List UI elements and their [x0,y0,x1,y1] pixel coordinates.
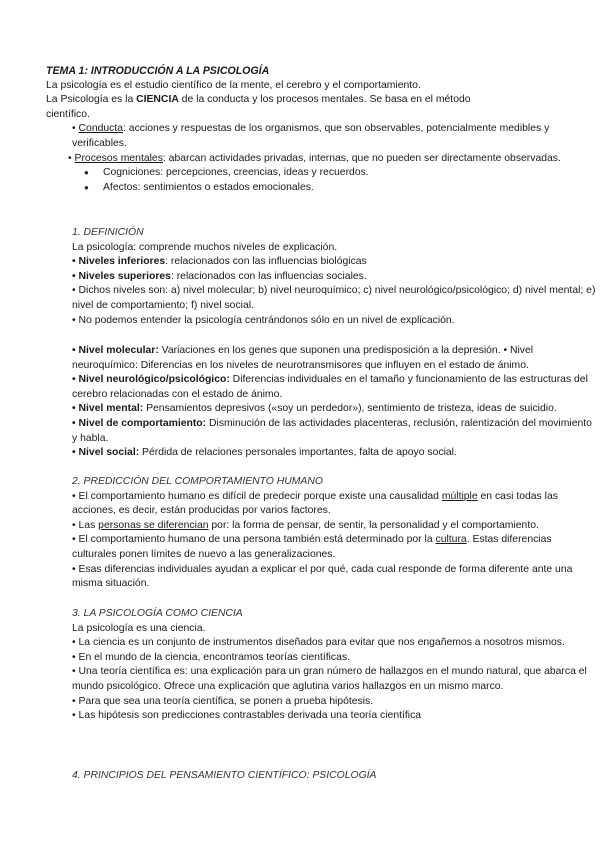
text-run: • El comportamiento humano es difícil de predecir porque existe una causalidad [72,490,442,502]
bold-term: • Nivel molecular: [72,345,159,356]
bold-term: • Nivel mental: [72,403,144,415]
bullet-conducta [46,122,596,151]
bold-term: • Nivel de comportamiento: [72,417,207,429]
underlined-term: Conducta [78,123,124,135]
paragraph: • La ciencia es un conjunto de instrumentos diseñados para evitar que nos engañemos a nosotros mismos. [72,637,565,649]
section-niveles [46,344,596,461]
paragraph: La psicología es una ciencia. [72,622,206,634]
bold-term: • Nivel social: [72,447,140,459]
section-definicion [46,226,596,328]
bold-term: • Niveles superiores [72,270,171,282]
text-run: : relacionados con las influencias biológicas [165,256,367,268]
bullet-niveles-lista: • Dichos niveles son: a) nivel molecular; b) nivel neuroquímico; c) nivel neurológico/psicológico; d) nivel mental; e) nivel de comportamiento; f) nivel social. [72,285,596,311]
text-run: . Estas diferencias culturales ponen límites de nuevo a las generalizaciones. [72,534,552,560]
nivel-social [72,446,596,461]
paragraph: La psicología: comprende muchos niveles de explicación. [72,241,338,253]
intro-paragraph-2 [46,93,516,122]
sub-bullet-cogniciones: ● Cogniciones: percepciones, creencias, ideas y recuerdos. [46,166,596,181]
underlined-term: cultura [435,534,467,546]
text-run: Variaciones en los genes que suponen una predisposición a la depresión. • Nivel neuroquímico: Diferencias en los niveles de neurotransmisores que influyen en el estado de ánimo. [72,345,534,371]
text-run: en casi todas las acciones, es decir, están producidas por varios factores. [72,490,558,517]
underlined-term: múltiple [441,490,478,502]
section-heading: 3. LA PSICOLOGÍA COMO CIENCIA [72,608,243,619]
paragraph [72,533,596,562]
text-run: • Las [72,519,99,531]
paragraph [72,490,596,519]
nivel-mental [72,402,596,417]
intro-paragraph-1: La psicología es el estudio científico de la mente, el cerebro y el comportamiento. [46,79,421,91]
paragraph: • Las hipótesis son predicciones contrastables derivada una teoría científica [72,710,422,722]
bold-term: • Niveles inferiores [72,256,166,268]
paragraph: • Para que sea una teoría científica, se ponen a prueba hipótesis. [72,695,374,707]
paragraph: • En el mundo de la ciencia, encontramos teorías científicas. [72,651,350,663]
nivel-comportamiento [72,417,596,446]
nivel-neurologico [72,373,596,402]
text-run: La Psicología es la [46,94,137,106]
text-run: Pensamientos depresivos («soy un perdedor»), sentimiento de tristeza, ideas de suicidio. [143,403,557,415]
section-principios [46,769,596,784]
section-heading: 4. PRINCIPIOS DEL PENSAMIENTO CIENTÍFICO: PSICOLOGÍA [72,770,377,781]
bullet-niveles-superiores [72,270,596,285]
text-run: : acciones y respuestas de los organismos, que son observables, potencialmente medibles y verificables. [72,123,550,149]
page-title: TEMA 1: INTRODUCCIÓN A LA PSICOLOGÍA [46,65,270,77]
underlined-term: Procesos mentales [74,152,163,164]
paragraph: • Esas diferencias individuales ayudan a explicar el por qué, cada cual responde de forma diferente ante una misma situación. [72,563,573,590]
text-run: por: la forma de pensar, de sentir, la personalidad y el comportamiento. [208,519,539,531]
underlined-term: personas se diferencian [98,519,209,531]
text-run: Disminución de las actividades placenteras, reclusión, ralentización del movimiento y habla. [72,417,592,444]
nivel-molecular [72,344,596,373]
text-run: • El comportamiento humano de una persona también está determinado por la [72,534,436,546]
text-run: Diferencias individuales en el tamaño y funcionamiento de las estructuras del cerebro relacionadas con el estado de ánimo. [72,374,588,400]
text-run: : abarcan actividades privadas, internas, que no pueden ser directamente observadas. [162,152,561,164]
bullet: • [68,152,75,164]
bullet-niveles-inferiores [72,255,596,270]
section-ciencia [46,607,596,724]
section-prediccion [46,475,596,592]
section-heading: 1. DEFINICIÓN [72,227,144,238]
bold-term: • Nivel neurológico/psicológico: [72,374,230,386]
bullet: • [72,123,79,135]
bullet-procesos [46,152,596,167]
intro-block [46,64,596,195]
bold-term: CIENCIA [136,94,179,106]
paragraph [72,519,596,534]
text-run: : relacionados con las influencias sociales. [170,270,367,282]
text-run: Pérdida de relaciones personales importantes, falta de apoyo social. [139,447,457,459]
bullet-no-podemos: • No podemos entender la psicología centrándonos sólo en un nivel de explicación. [72,314,455,326]
section-heading: 2. PREDICCIÓN DEL COMPORTAMIENTO HUMANO [72,476,323,487]
sub-bullet-afectos: ● Afectos: sentimientos o estados emocionales. [46,181,596,196]
text-run: de la conducta y los procesos mentales. Se basa en el método científico. [46,94,471,120]
paragraph: • Una teoría científica es: una explicación para un gran número de hallazgos en el mundo natural, que abarca el mundo psicológico. Ofrece una explicación que aglutina varios hallazgos en un mismo marco. [72,666,587,692]
